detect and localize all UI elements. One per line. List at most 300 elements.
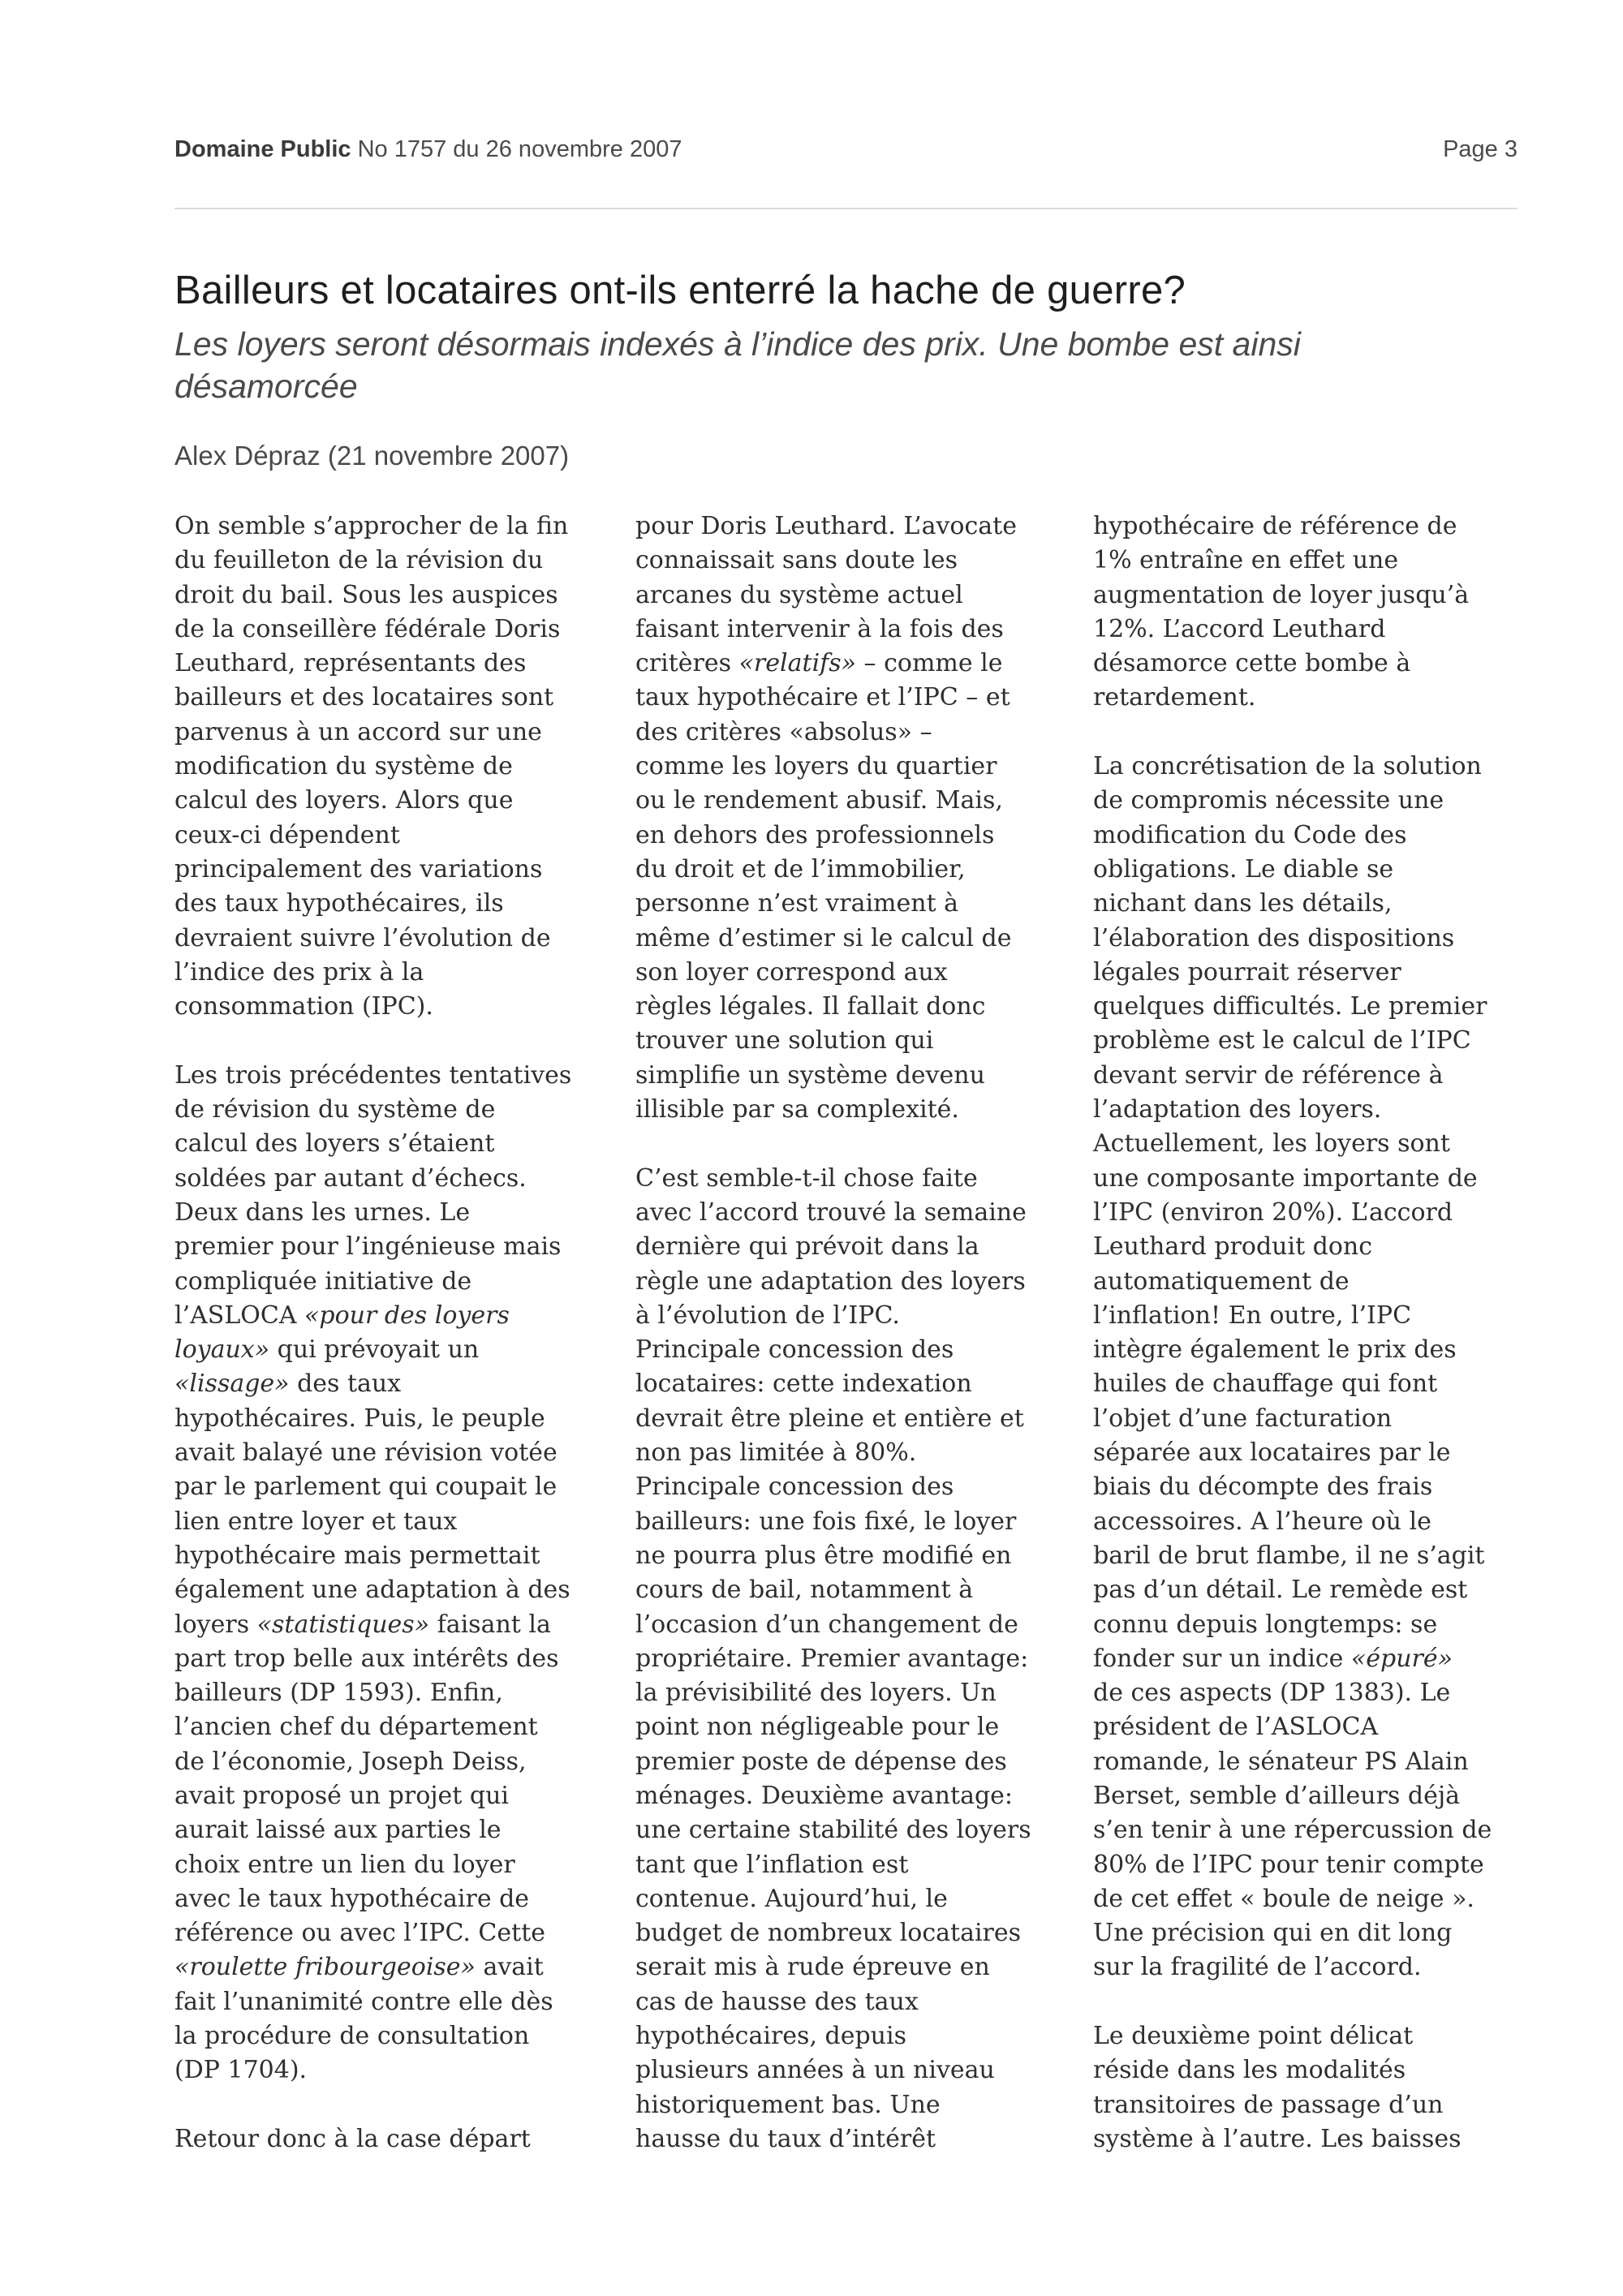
text-line bbox=[635, 1299, 1031, 1333]
text-segment: hypothécaires, depuis bbox=[635, 2022, 906, 2051]
text-segment: «lissage» bbox=[174, 1369, 290, 1399]
text-line bbox=[174, 1265, 571, 1299]
text-line bbox=[635, 1813, 1031, 1847]
text-segment: la procédure de consultation bbox=[174, 2022, 530, 2051]
text-line bbox=[635, 990, 1031, 1024]
text-segment: «roulette fribourgeoise» bbox=[174, 1953, 476, 1982]
text-line bbox=[635, 784, 1031, 818]
text-segment: Retour donc à la case départ bbox=[174, 2124, 531, 2153]
text-segment: des taux bbox=[289, 1369, 402, 1399]
text-line bbox=[174, 1230, 571, 1264]
text-line bbox=[635, 1573, 1031, 1607]
text-segment: légales pourrait réserver bbox=[1093, 957, 1401, 987]
text-line bbox=[174, 681, 571, 715]
text-line bbox=[1093, 1882, 1492, 1916]
text-segment: l’ancien chef du département bbox=[174, 1713, 538, 1742]
text-segment: soldées par autant d’échecs. bbox=[174, 1163, 527, 1193]
text-line bbox=[635, 1608, 1031, 1642]
text-segment: critères bbox=[635, 649, 739, 678]
text-segment: «pour des loyers bbox=[304, 1301, 510, 1330]
article-subtitle bbox=[174, 323, 1522, 407]
text-line bbox=[1093, 681, 1492, 715]
text-segment: dernière qui prévoit dans la bbox=[635, 1232, 979, 1262]
text-segment: président de l’ASLOCA bbox=[1093, 1713, 1379, 1742]
text-line bbox=[174, 887, 571, 921]
text-segment: devrait être pleine et entière et bbox=[635, 1404, 1024, 1433]
text-segment: accessoires. A l’heure où le bbox=[1093, 1507, 1431, 1536]
text-segment: C’est semble-t-il chose faite bbox=[635, 1163, 978, 1193]
text-line bbox=[1093, 1573, 1492, 1607]
text-line bbox=[1093, 1059, 1492, 1093]
text-line bbox=[1093, 1710, 1492, 1744]
article-title: Bailleurs et locataires ont-ils enterré la hache de guerre? bbox=[174, 269, 1186, 312]
text-line bbox=[635, 1539, 1031, 1573]
text-segment: huiles de chauffage qui font bbox=[1093, 1369, 1438, 1399]
text-line bbox=[1093, 1848, 1492, 1882]
text-segment: du droit et de l’immobilier, bbox=[635, 854, 966, 884]
text-segment: cours de bail, notamment à bbox=[635, 1576, 974, 1605]
text-segment: hypothécaires. Puis, le peuple bbox=[174, 1404, 545, 1433]
text-line bbox=[174, 2053, 571, 2087]
text-segment: Principale concession des bbox=[635, 1473, 954, 1502]
text-segment: transitoires de passage d’un bbox=[1093, 2090, 1444, 2119]
text-line bbox=[635, 2122, 1031, 2156]
paragraph-break bbox=[1093, 1985, 1492, 2019]
text-segment: (DP 1704). bbox=[174, 2056, 308, 2085]
text-line bbox=[635, 510, 1031, 544]
text-line bbox=[635, 1779, 1031, 1813]
text-line bbox=[174, 1436, 571, 1470]
text-segment: premier poste de dépense des bbox=[635, 1747, 1007, 1776]
article-byline: Alex Dépraz (21 novembre 2007) bbox=[174, 441, 570, 471]
text-segment: l’élaboration des dispositions bbox=[1093, 923, 1455, 952]
text-line bbox=[174, 853, 571, 887]
text-line bbox=[174, 647, 571, 681]
text-segment: aurait laissé aux parties le bbox=[174, 1816, 502, 1845]
text-line bbox=[1093, 1196, 1492, 1230]
text-line bbox=[174, 1333, 571, 1367]
text-line bbox=[635, 1196, 1031, 1230]
text-segment: s’en tenir à une répercussion de bbox=[1093, 1816, 1492, 1845]
text-column-1 bbox=[174, 510, 571, 2156]
text-line bbox=[174, 1882, 571, 1916]
text-line bbox=[1093, 1950, 1492, 1984]
text-line bbox=[635, 1093, 1031, 1127]
text-segment: modification du système de bbox=[174, 752, 513, 781]
text-column-2 bbox=[635, 510, 1031, 2156]
text-segment: biais du décompte des frais bbox=[1093, 1473, 1433, 1502]
text-line bbox=[174, 1093, 571, 1127]
text-segment: Le deuxième point délicat bbox=[1093, 2022, 1414, 2051]
text-line bbox=[174, 578, 571, 613]
text-line bbox=[1093, 1745, 1492, 1779]
text-line bbox=[174, 1985, 571, 2019]
text-segment: une composante importante de bbox=[1093, 1163, 1478, 1193]
text-line bbox=[174, 922, 571, 956]
paragraph-break bbox=[635, 1127, 1031, 1161]
text-segment: fonder sur un indice bbox=[1093, 1644, 1351, 1673]
text-segment: l’inflation! En outre, l’IPC bbox=[1093, 1301, 1412, 1330]
text-segment: pour Doris Leuthard. L’avocate bbox=[635, 512, 1017, 540]
text-line bbox=[635, 578, 1031, 613]
text-line bbox=[1093, 1505, 1492, 1539]
text-segment: ménages. Deuxième avantage: bbox=[635, 1781, 1014, 1810]
text-line bbox=[174, 1505, 571, 1539]
text-line bbox=[635, 1436, 1031, 1470]
text-segment: bailleurs: une fois fixé, le loyer bbox=[635, 1507, 1017, 1536]
text-segment: choix entre un lien du loyer bbox=[174, 1850, 515, 1879]
text-line bbox=[174, 1813, 571, 1847]
text-segment: bailleurs (DP 1593). Enfin, bbox=[174, 1679, 503, 1708]
text-line bbox=[1093, 819, 1492, 853]
text-segment: référence ou avec l’IPC. Cette bbox=[174, 1919, 546, 1948]
paragraph-break bbox=[174, 2088, 571, 2122]
text-segment: la prévisibilité des loyers. Un bbox=[635, 1679, 997, 1708]
text-segment: trouver une solution qui bbox=[635, 1026, 934, 1056]
text-line bbox=[1093, 1916, 1492, 1950]
text-line bbox=[635, 681, 1031, 715]
text-segment: système à l’autre. Les baisses bbox=[1093, 2124, 1462, 2153]
text-segment: de cet effet « boule de neige ». bbox=[1093, 1884, 1474, 1913]
text-segment: règles légales. Il fallait donc bbox=[635, 992, 986, 1021]
text-segment: – comme le bbox=[856, 649, 1003, 678]
issue-info: No 1757 du 26 novembre 2007 bbox=[357, 136, 682, 162]
text-segment: budget de nombreux locataires bbox=[635, 1919, 1022, 1948]
text-segment: Principale concession des bbox=[635, 1335, 954, 1365]
text-segment: en dehors des professionnels bbox=[635, 820, 995, 849]
text-line bbox=[1093, 1299, 1492, 1333]
text-segment: l’indice des prix à la bbox=[174, 957, 424, 987]
text-segment: hypothécaire de référence de bbox=[1093, 512, 1457, 540]
text-segment: de révision du système de bbox=[174, 1095, 496, 1124]
text-line bbox=[174, 2019, 571, 2053]
page-number: Page 3 bbox=[1443, 136, 1518, 162]
text-line bbox=[174, 784, 571, 818]
text-line bbox=[1093, 990, 1492, 1024]
paragraph-break bbox=[174, 1024, 571, 1058]
text-segment: droit du bail. Sous les auspices bbox=[174, 580, 558, 609]
text-segment: réside dans les modalités bbox=[1093, 2056, 1406, 2085]
text-segment: 12%. L’accord Leuthard bbox=[1093, 614, 1386, 643]
text-segment: des taux hypothécaires, ils bbox=[174, 889, 504, 918]
text-segment: La concrétisation de la solution bbox=[1093, 752, 1482, 781]
text-line bbox=[1093, 2053, 1492, 2087]
text-segment: «statistiques» bbox=[256, 1610, 430, 1639]
text-segment: Une précision qui en dit long bbox=[1093, 1919, 1453, 1948]
text-line bbox=[635, 1848, 1031, 1882]
text-segment: Leuthard, représentants des bbox=[174, 649, 527, 678]
text-segment: consommation (IPC). bbox=[174, 992, 433, 1021]
text-line bbox=[635, 853, 1031, 887]
text-line bbox=[635, 1710, 1031, 1744]
text-segment: faisant la bbox=[429, 1610, 551, 1639]
text-segment: l’occasion d’un changement de bbox=[635, 1610, 1018, 1639]
text-line bbox=[174, 1676, 571, 1710]
text-segment: Berset, semble d’ailleurs déjà bbox=[1093, 1781, 1461, 1810]
text-segment: l’IPC (environ 20%). L’accord bbox=[1093, 1197, 1453, 1227]
text-segment: parvenus à un accord sur une bbox=[174, 717, 542, 746]
text-segment: compliquée initiative de bbox=[174, 1266, 472, 1296]
text-segment: Les trois précédentes tentatives bbox=[174, 1060, 572, 1090]
text-line bbox=[174, 2122, 571, 2156]
text-segment: pas d’un détail. Le remède est bbox=[1093, 1576, 1468, 1605]
header-divider bbox=[174, 208, 1518, 209]
text-segment: avec le taux hypothécaire de bbox=[174, 1884, 530, 1913]
text-segment: 1% entraîne en effet une bbox=[1093, 546, 1399, 575]
text-segment: avec l’accord trouvé la semaine bbox=[635, 1197, 1027, 1227]
text-segment: hypothécaire mais permettait bbox=[174, 1541, 540, 1570]
text-segment: «épuré» bbox=[1350, 1644, 1453, 1673]
text-segment: part trop belle aux intérêts des bbox=[174, 1644, 559, 1673]
text-line bbox=[635, 1162, 1031, 1196]
text-line bbox=[174, 1162, 571, 1196]
text-segment: avait proposé un projet qui bbox=[174, 1781, 510, 1810]
text-line bbox=[174, 1745, 571, 1779]
text-segment: nichant dans les détails, bbox=[1093, 889, 1393, 918]
text-segment: romande, le sénateur PS Alain bbox=[1093, 1747, 1469, 1776]
text-line bbox=[1093, 956, 1492, 990]
text-segment: non pas limitée à 80%. bbox=[635, 1438, 917, 1468]
text-segment: loyaux» bbox=[174, 1335, 270, 1365]
text-line bbox=[635, 887, 1031, 921]
text-line bbox=[1093, 578, 1492, 613]
text-segment: 80% de l’IPC pour tenir compte bbox=[1093, 1850, 1484, 1879]
text-segment: ne pourra plus être modifié en bbox=[635, 1541, 1012, 1570]
text-segment: du feuilleton de la révision du bbox=[174, 546, 544, 575]
text-segment: connaissait sans doute les bbox=[635, 546, 958, 575]
text-line bbox=[174, 1779, 571, 1813]
text-line bbox=[174, 1642, 571, 1676]
text-segment: simplifie un système devenu bbox=[635, 1060, 985, 1090]
text-line bbox=[1093, 922, 1492, 956]
text-line bbox=[635, 1745, 1031, 1779]
text-line bbox=[174, 1710, 571, 1744]
text-line bbox=[635, 1985, 1031, 2019]
text-segment: de ces aspects (DP 1383). Le bbox=[1093, 1679, 1451, 1708]
text-line bbox=[1093, 510, 1492, 544]
text-segment: ceux-ci dépendent bbox=[174, 820, 400, 849]
text-segment: de l’économie, Joseph Deiss, bbox=[174, 1747, 527, 1776]
text-line bbox=[1093, 1779, 1492, 1813]
text-segment: ou le rendement abusif. Mais, bbox=[635, 786, 1003, 815]
text-segment: bailleurs et des locataires sont bbox=[174, 683, 554, 712]
text-segment: l’ASLOCA bbox=[174, 1301, 305, 1330]
subtitle-line: désamorcée bbox=[174, 368, 358, 405]
text-line bbox=[1093, 1333, 1492, 1367]
text-line bbox=[635, 613, 1031, 647]
text-line bbox=[1093, 647, 1492, 681]
text-segment: historiquement bas. Une bbox=[635, 2090, 941, 2119]
text-segment: calcul des loyers. Alors que bbox=[174, 786, 514, 815]
text-line bbox=[174, 1950, 571, 1984]
text-line bbox=[635, 2019, 1031, 2053]
text-segment: sur la fragilité de l’accord. bbox=[1093, 1953, 1422, 1982]
text-line bbox=[635, 956, 1031, 990]
text-segment: devant servir de référence à bbox=[1093, 1060, 1444, 1090]
text-line bbox=[1093, 1127, 1492, 1161]
text-line bbox=[1093, 1024, 1492, 1058]
text-segment: avait balayé une révision votée bbox=[174, 1438, 558, 1468]
text-segment: de la conseillère fédérale Doris bbox=[174, 614, 561, 643]
text-segment: qui prévoyait un bbox=[269, 1335, 480, 1365]
text-line bbox=[1093, 1539, 1492, 1573]
text-segment: de compromis nécessite une bbox=[1093, 786, 1444, 815]
text-segment: personne n’est vraiment à bbox=[635, 889, 959, 918]
text-line bbox=[635, 1402, 1031, 1436]
text-line bbox=[1093, 1813, 1492, 1847]
text-segment: quelques difficultés. Le premier bbox=[1093, 992, 1487, 1021]
text-line bbox=[1093, 1608, 1492, 1642]
subtitle-line: Les loyers seront désormais indexés à l’indice des prix. Une bombe est ainsi bbox=[174, 325, 1301, 363]
text-line bbox=[635, 1505, 1031, 1539]
text-line bbox=[635, 1230, 1031, 1264]
text-line bbox=[174, 990, 571, 1024]
text-line bbox=[174, 613, 571, 647]
text-line bbox=[174, 1848, 571, 1882]
text-line bbox=[635, 2053, 1031, 2087]
text-line bbox=[635, 922, 1031, 956]
text-segment: même d’estimer si le calcul de bbox=[635, 923, 1012, 952]
text-line bbox=[635, 819, 1031, 853]
text-line bbox=[1093, 1402, 1492, 1436]
text-segment: des critères «absolus» – bbox=[635, 717, 932, 746]
text-line bbox=[635, 1059, 1031, 1093]
text-line bbox=[1093, 750, 1492, 784]
text-line bbox=[635, 1676, 1031, 1710]
text-segment: loyers bbox=[174, 1610, 257, 1639]
paragraph-break bbox=[1093, 716, 1492, 750]
text-line bbox=[635, 1333, 1031, 1367]
text-segment: tant que l’inflation est bbox=[635, 1850, 909, 1879]
text-segment: par le parlement qui coupait le bbox=[174, 1473, 558, 1502]
text-segment: cas de hausse des taux bbox=[635, 1987, 919, 2016]
text-line bbox=[1093, 1436, 1492, 1470]
text-segment: devraient suivre l’évolution de bbox=[174, 923, 551, 952]
text-line bbox=[1093, 1162, 1492, 1196]
text-segment: arcanes du système actuel bbox=[635, 580, 963, 609]
text-segment: l’adaptation des loyers. bbox=[1093, 1095, 1382, 1124]
text-segment: hausse du taux d’intérêt bbox=[635, 2124, 936, 2153]
text-line bbox=[635, 716, 1031, 750]
text-line bbox=[174, 1127, 571, 1161]
text-line bbox=[174, 956, 571, 990]
text-line bbox=[174, 510, 571, 544]
text-line bbox=[174, 544, 571, 578]
text-segment: serait mis à rude épreuve en bbox=[635, 1953, 990, 1982]
text-line bbox=[1093, 887, 1492, 921]
text-line bbox=[1093, 1230, 1492, 1264]
text-segment: automatiquement de bbox=[1093, 1266, 1350, 1296]
text-segment: modification du Code des bbox=[1093, 820, 1407, 849]
text-segment: Leuthard produit donc bbox=[1093, 1232, 1373, 1262]
text-line bbox=[174, 1539, 571, 1573]
text-line bbox=[635, 2088, 1031, 2122]
text-segment: son loyer correspond aux bbox=[635, 957, 948, 987]
text-line bbox=[174, 1299, 571, 1333]
text-line bbox=[174, 1573, 571, 1607]
text-segment: à l’évolution de l’IPC. bbox=[635, 1301, 900, 1330]
text-segment: premier pour l’ingénieuse mais bbox=[174, 1232, 562, 1262]
text-line bbox=[635, 1265, 1031, 1299]
text-segment: également une adaptation à des bbox=[174, 1576, 570, 1605]
page-header bbox=[174, 136, 1518, 169]
text-segment: règle une adaptation des loyers bbox=[635, 1266, 1026, 1296]
text-line bbox=[1093, 853, 1492, 887]
text-line bbox=[635, 1642, 1031, 1676]
text-segment: faisant intervenir à la fois des bbox=[635, 614, 1004, 643]
text-segment: illisible par sa complexité. bbox=[635, 1095, 959, 1124]
text-line bbox=[174, 1608, 571, 1642]
text-line bbox=[635, 544, 1031, 578]
text-segment: propriétaire. Premier avantage: bbox=[635, 1644, 1029, 1673]
text-segment: principalement des variations bbox=[174, 854, 543, 884]
text-line bbox=[1093, 1676, 1492, 1710]
text-line bbox=[1093, 1367, 1492, 1401]
text-line bbox=[635, 1882, 1031, 1916]
text-segment: problème est le calcul de l’IPC bbox=[1093, 1026, 1471, 1056]
text-line bbox=[635, 647, 1031, 681]
text-segment: lien entre loyer et taux bbox=[174, 1507, 458, 1536]
text-line bbox=[1093, 784, 1492, 818]
text-segment: l’objet d’une facturation bbox=[1093, 1404, 1393, 1433]
text-line bbox=[174, 1059, 571, 1093]
text-line bbox=[1093, 2122, 1492, 2156]
text-line bbox=[635, 1950, 1031, 1984]
text-segment: On semble s’approcher de la fin bbox=[174, 512, 569, 540]
text-line bbox=[1093, 1265, 1492, 1299]
text-line bbox=[174, 1196, 571, 1230]
text-segment: taux hypothécaire et l’IPC – et bbox=[635, 683, 1010, 712]
text-segment: locataires: cette indexation bbox=[635, 1369, 972, 1399]
text-segment: une certaine stabilité des loyers bbox=[635, 1816, 1031, 1845]
text-segment: plusieurs années à un niveau bbox=[635, 2056, 995, 2085]
text-line bbox=[635, 1024, 1031, 1058]
text-segment: obligations. Le diable se bbox=[1093, 854, 1394, 884]
text-line bbox=[635, 1367, 1031, 1401]
text-line bbox=[1093, 2088, 1492, 2122]
text-segment: «relatifs» bbox=[738, 649, 857, 678]
text-segment: point non négligeable pour le bbox=[635, 1713, 1000, 1742]
text-line bbox=[174, 716, 571, 750]
text-line bbox=[635, 750, 1031, 784]
text-segment: connu depuis longtemps: se bbox=[1093, 1610, 1438, 1639]
publication-name: Domaine Public bbox=[174, 136, 351, 162]
text-segment: calcul des loyers s’étaient bbox=[174, 1129, 495, 1159]
text-line bbox=[174, 1402, 571, 1436]
text-segment: Actuellement, les loyers sont bbox=[1093, 1129, 1450, 1159]
text-line bbox=[635, 1470, 1031, 1504]
text-line bbox=[1093, 1093, 1492, 1127]
text-segment: comme les loyers du quartier bbox=[635, 752, 997, 781]
text-line bbox=[1093, 544, 1492, 578]
text-segment: séparée aux locataires par le bbox=[1093, 1438, 1451, 1468]
text-line bbox=[1093, 2019, 1492, 2053]
text-line bbox=[174, 750, 571, 784]
text-segment: baril de brut flambe, il ne s’agit bbox=[1093, 1541, 1485, 1570]
text-segment: intègre également le prix des bbox=[1093, 1335, 1457, 1365]
text-line bbox=[1093, 613, 1492, 647]
text-segment: contenue. Aujourd’hui, le bbox=[635, 1884, 948, 1913]
text-segment: fait l’unanimité contre elle dès bbox=[174, 1987, 553, 2016]
text-line bbox=[174, 819, 571, 853]
text-line bbox=[635, 1916, 1031, 1950]
text-segment: désamorce cette bombe à bbox=[1093, 649, 1411, 678]
text-line bbox=[174, 1470, 571, 1504]
text-line bbox=[174, 1916, 571, 1950]
text-segment: Deux dans les urnes. Le bbox=[174, 1197, 471, 1227]
text-line bbox=[1093, 1642, 1492, 1676]
text-line bbox=[1093, 1470, 1492, 1504]
